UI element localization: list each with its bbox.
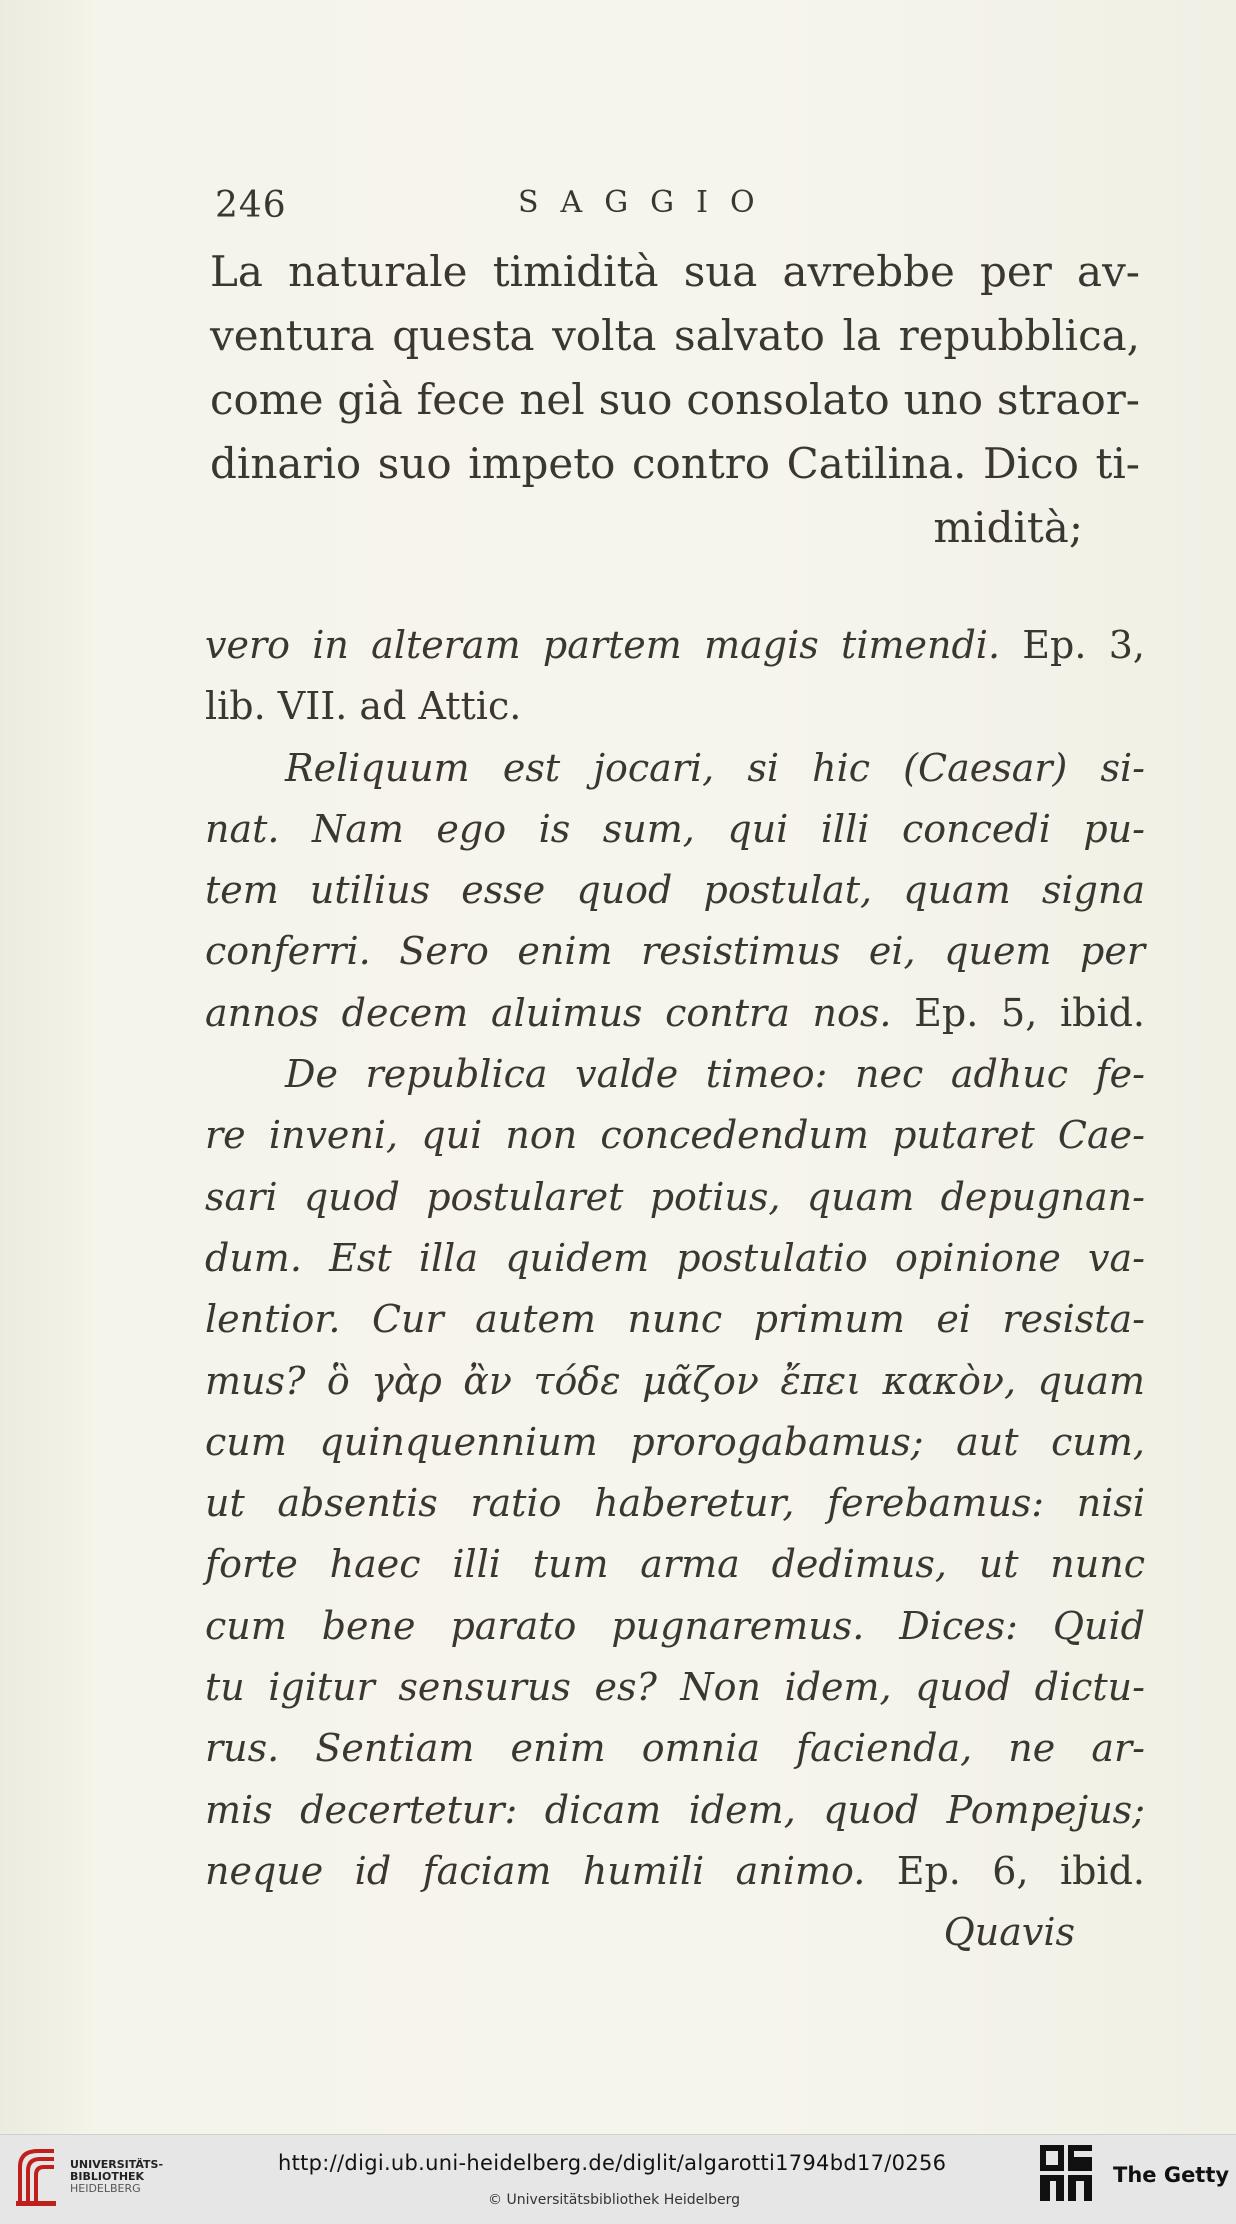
footnote-line: dum. Est illa quidem postulatio opinione va-	[205, 1235, 1145, 1280]
running-title: SAGGIO	[518, 185, 777, 220]
library-name	[70, 2159, 163, 2195]
main-text	[210, 240, 1140, 560]
footnote-line: conferri. Sero enim resistimus ei, quem per	[205, 929, 1145, 974]
ub-heidelberg-logo-icon	[14, 2145, 62, 2211]
footnote-line: re inveni, qui non concedendum putaret Cae-	[205, 1113, 1145, 1158]
footnote-line: mus? ὃ γὰρ ἂν τόδε μᾶζον ἔπει κακὸν, quam	[205, 1358, 1145, 1403]
footnote-line: De republica valde timeo: nec adhuc fe-	[285, 1052, 1145, 1097]
partner-name: The Getty	[1113, 2163, 1230, 2187]
footnote-line: forte haec illi tum arma dedimus, ut nunc	[205, 1542, 1145, 1587]
copyright-notice: © Universitätsbibliothek Heidelberg	[488, 2192, 741, 2208]
footnote-line: cum bene parato pugnaremus. Dices: Quid	[205, 1603, 1145, 1648]
footnote-line	[205, 615, 1145, 676]
library-line: HEIDELBERG	[70, 2182, 141, 2195]
footnote-quote: annos decem aluimus contra nos.	[205, 990, 892, 1035]
permalink[interactable]: http://digi.ub.uni-heidelberg.de/diglit/algarotti1794bd17/0256	[278, 2151, 947, 2175]
footnote-line	[205, 983, 1145, 1044]
footnote-ref: Ep. 3,	[1000, 623, 1145, 667]
footnote-quote: vero in alteram partem magis timendi.	[205, 623, 1001, 667]
footnote-line: tem utilius esse quod postulat, quam signa	[205, 868, 1145, 913]
footnote-line: tu igitur sensurus es? Non idem, quod dictu-	[205, 1665, 1145, 1710]
text-line: come già fece nel suo consolato uno straor-	[210, 375, 1140, 424]
catchword: midità;	[933, 503, 1083, 552]
footnote-line: Reliquum est jocari, si hic (Caesar) si-	[285, 745, 1145, 790]
footnote-line: cum quinquennium prorogabamus; aut cum,	[205, 1419, 1145, 1464]
library-line: BIBLIOTHEK	[70, 2170, 145, 2183]
text-line: La naturale timidità sua avrebbe per av-	[210, 247, 1140, 296]
footnote-line: sari quod postularet potius, quam depugnan-	[205, 1174, 1145, 1219]
footnote-line: mis decertetur: dicam idem, quod Pompejus;	[205, 1787, 1145, 1832]
catchword: Quavis	[943, 1910, 1075, 1955]
getty-logo-icon	[1038, 2143, 1094, 2205]
footnote-ref: Ep. 6, ibid.	[865, 1848, 1145, 1893]
footnote-quote: neque id faciam humili animo.	[205, 1848, 866, 1893]
footnote-line: nat. Nam ego is sum, qui illi concedi pu-	[205, 806, 1145, 851]
footnote-line: lentior. Cur autem nunc primum ei resista-	[205, 1297, 1145, 1342]
page-header	[215, 185, 1175, 235]
footnote-line: ut absentis ratio haberetur, ferebamus: nisi	[205, 1481, 1145, 1526]
footnote-ref: Ep. 5, ibid.	[891, 990, 1145, 1035]
text-line: dinario suo impeto contro Catilina. Dico ti-	[210, 439, 1140, 488]
page-number: 246	[215, 185, 287, 226]
footnote-line: lib. VII. ad Attic.	[205, 684, 522, 729]
footnote	[205, 615, 1145, 1964]
text-line: ventura questa volta salvato la repubblica,	[210, 311, 1140, 360]
viewer-footer	[0, 2134, 1236, 2224]
library-line: UNIVERSITÄTS-	[70, 2158, 164, 2171]
footnote-line: rus. Sentiam enim omnia facienda, ne ar-	[205, 1726, 1145, 1771]
footnote-line	[205, 1841, 1145, 1902]
